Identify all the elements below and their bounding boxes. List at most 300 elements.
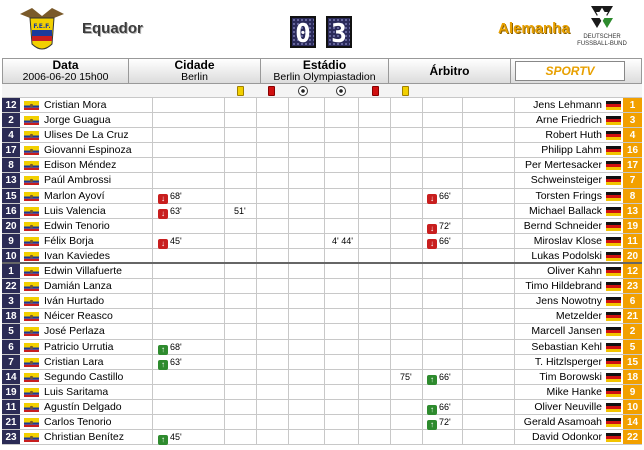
- lineup-table: [2, 84, 642, 445]
- column-divider: [422, 158, 423, 172]
- ecuador-flag-icon: [24, 176, 39, 185]
- column-divider: [224, 279, 225, 293]
- column-divider: [514, 113, 515, 127]
- away-player-name[interactable]: Michael Ballack: [529, 204, 602, 217]
- home-player-name[interactable]: Carlos Tenorio: [44, 415, 112, 428]
- home-player-name[interactable]: Cristian Lara: [44, 355, 104, 368]
- column-divider: [324, 219, 325, 233]
- column-divider: [422, 385, 423, 399]
- germany-flag-icon: [606, 207, 621, 216]
- away-team-name: Alemanha: [498, 20, 570, 37]
- column-divider: [256, 128, 257, 142]
- home-shirt-number: 11: [2, 400, 20, 414]
- home-player-name[interactable]: Segundo Castillo: [44, 370, 124, 383]
- column-divider: [152, 385, 153, 399]
- column-divider: [152, 143, 153, 157]
- column-divider: [462, 204, 463, 218]
- column-divider: [514, 370, 515, 384]
- home-player-name[interactable]: Damián Lanza: [44, 280, 112, 293]
- column-divider: [390, 204, 391, 218]
- table-row: [2, 158, 642, 173]
- ecuador-flag-icon: [24, 312, 39, 321]
- away-player-name[interactable]: Gerald Asamoah: [523, 415, 602, 428]
- germany-flag-icon: [606, 192, 621, 201]
- column-divider: [288, 249, 289, 262]
- away-player-name[interactable]: Per Mertesacker: [524, 159, 602, 172]
- column-divider: [256, 370, 257, 384]
- column-divider: [224, 415, 225, 429]
- substitution-event: [427, 219, 451, 234]
- ecuador-flag-icon: [24, 327, 39, 336]
- table-row: [2, 370, 642, 385]
- column-divider: [514, 400, 515, 414]
- column-divider: [224, 385, 225, 399]
- column-divider: [152, 234, 153, 248]
- column-divider: [224, 294, 225, 308]
- column-divider: [152, 279, 153, 293]
- column-divider: [514, 279, 515, 293]
- column-divider: [224, 158, 225, 172]
- column-divider: [514, 234, 515, 248]
- germany-flag-icon: [606, 116, 621, 125]
- ecuador-flag-icon: [24, 343, 39, 352]
- home-player-name[interactable]: Edison Méndez: [44, 159, 117, 172]
- table-row: [2, 173, 642, 188]
- column-divider: [462, 113, 463, 127]
- away-shirt-number: 1: [623, 98, 642, 112]
- column-divider: [358, 294, 359, 308]
- column-divider: [390, 128, 391, 142]
- column-divider: [358, 264, 359, 278]
- event-minute: 63': [170, 205, 182, 216]
- column-divider: [462, 128, 463, 142]
- column-divider: [514, 128, 515, 142]
- home-player-name[interactable]: José Perlaza: [44, 325, 105, 338]
- column-divider: [152, 309, 153, 323]
- column-divider: [324, 189, 325, 203]
- home-player-name[interactable]: Paúl Ambrossi: [44, 174, 112, 187]
- away-player-name[interactable]: David Odonkor: [531, 431, 602, 444]
- home-player-name[interactable]: Néicer Reasco: [44, 310, 113, 323]
- column-divider: [358, 279, 359, 293]
- column-divider: [324, 128, 325, 142]
- column-divider: [462, 173, 463, 187]
- column-divider: [324, 415, 325, 429]
- column-divider: [514, 324, 515, 338]
- column-divider: [390, 143, 391, 157]
- table-row: [2, 143, 642, 158]
- column-divider: [288, 415, 289, 429]
- table-row: [2, 294, 642, 309]
- away-player-name[interactable]: Robert Huth: [545, 129, 602, 142]
- table-row: [2, 340, 642, 355]
- column-divider: [422, 355, 423, 369]
- column-divider: [358, 355, 359, 369]
- column-divider: [514, 249, 515, 262]
- column-divider: [324, 355, 325, 369]
- column-divider: [288, 294, 289, 308]
- away-shirt-number: 17: [623, 158, 642, 172]
- city-value: Berlin: [181, 71, 208, 83]
- column-divider: [514, 98, 515, 112]
- ecuador-flag-icon: [24, 146, 39, 155]
- away-player-name[interactable]: Philipp Lahm: [541, 144, 602, 157]
- column-divider: [514, 355, 515, 369]
- column-divider: [152, 355, 153, 369]
- column-divider: [324, 324, 325, 338]
- sub-out-arrow-icon: ↓: [158, 239, 168, 249]
- column-divider: [256, 430, 257, 444]
- ecuador-flag-icon: [24, 282, 39, 291]
- away-shirt-number: 3: [623, 113, 642, 127]
- column-divider: [224, 189, 225, 203]
- column-divider: [514, 264, 515, 278]
- column-divider: [358, 204, 359, 218]
- table-row-divider: [2, 249, 642, 264]
- away-player-name[interactable]: Oliver Neuville: [534, 400, 602, 413]
- column-divider: [288, 370, 289, 384]
- city-label: Cidade: [174, 58, 215, 72]
- column-divider: [288, 219, 289, 233]
- event-minute: 72': [439, 220, 451, 231]
- column-divider: [288, 430, 289, 444]
- column-divider: [422, 249, 423, 262]
- away-shirt-number: 15: [623, 355, 642, 369]
- goal-minutes: 4' 44': [332, 235, 353, 246]
- column-divider: [514, 294, 515, 308]
- column-divider: [324, 294, 325, 308]
- sub-out-arrow-icon: ↓: [158, 194, 168, 204]
- germany-flag-icon: [606, 388, 621, 397]
- column-divider: [422, 189, 423, 203]
- yellow-card-icon: [402, 86, 409, 96]
- column-divider: [152, 219, 153, 233]
- column-divider: [152, 370, 153, 384]
- away-player-name[interactable]: Oliver Kahn: [547, 265, 602, 278]
- column-divider: [256, 355, 257, 369]
- away-shirt-number: 10: [623, 400, 642, 414]
- germany-flag-icon: [606, 237, 621, 246]
- column-divider: [390, 294, 391, 308]
- column-divider: [514, 158, 515, 172]
- away-player-name[interactable]: Sebastian Kehl: [531, 340, 602, 353]
- table-row: [2, 324, 642, 339]
- germany-flag-icon: [606, 176, 621, 185]
- away-shirt-number: 16: [623, 143, 642, 157]
- column-divider: [462, 98, 463, 112]
- column-divider: [256, 309, 257, 323]
- column-divider: [390, 234, 391, 248]
- away-player-name[interactable]: Miroslav Klose: [533, 234, 602, 247]
- germany-flag-icon: [606, 403, 621, 412]
- away-shirt-number: 23: [623, 279, 642, 293]
- column-divider: [324, 173, 325, 187]
- column-divider: [462, 324, 463, 338]
- ecuador-flag-icon: [24, 418, 39, 427]
- column-divider: [152, 264, 153, 278]
- column-divider: [288, 279, 289, 293]
- column-divider: [256, 400, 257, 414]
- sub-in-arrow-icon: ↑: [158, 435, 168, 445]
- column-divider: [462, 189, 463, 203]
- event-minute: 68': [170, 341, 182, 352]
- home-shirt-number: 22: [2, 279, 20, 293]
- column-divider: [514, 415, 515, 429]
- column-divider: [288, 98, 289, 112]
- column-divider: [288, 264, 289, 278]
- column-divider: [462, 143, 463, 157]
- column-divider: [224, 400, 225, 414]
- home-shirt-number: 19: [2, 385, 20, 399]
- column-divider: [256, 249, 257, 262]
- column-divider: [324, 370, 325, 384]
- sub-out-arrow-icon: ↓: [427, 239, 437, 249]
- column-divider: [462, 400, 463, 414]
- column-divider: [224, 324, 225, 338]
- column-divider: [514, 189, 515, 203]
- home-player-name[interactable]: Luis Valencia: [44, 204, 106, 217]
- away-player-name[interactable]: Mike Hanke: [546, 385, 602, 398]
- column-divider: [358, 113, 359, 127]
- column-divider: [256, 234, 257, 248]
- column-divider: [224, 370, 225, 384]
- away-player-name[interactable]: Metzelder: [555, 310, 602, 323]
- germany-dfb-logo: [572, 4, 632, 56]
- germany-flag-icon: [606, 131, 621, 140]
- ecuador-flag-icon: [24, 267, 39, 276]
- home-shirt-number: 2: [2, 113, 20, 127]
- column-divider: [422, 173, 423, 187]
- column-divider: [288, 173, 289, 187]
- home-shirt-number: 5: [2, 324, 20, 338]
- column-divider: [324, 98, 325, 112]
- column-divider: [152, 249, 153, 262]
- column-divider: [422, 143, 423, 157]
- column-divider: [152, 415, 153, 429]
- ecuador-flag-icon: [24, 161, 39, 170]
- stadium-cell: [261, 59, 389, 83]
- column-divider: [152, 128, 153, 142]
- column-divider: [288, 400, 289, 414]
- column-divider: [288, 355, 289, 369]
- column-divider: [462, 385, 463, 399]
- dfb-logo-text: DEUTSCHER FUSSBALL-BUND: [577, 34, 627, 47]
- away-shirt-number: 5: [623, 340, 642, 354]
- column-divider: [152, 158, 153, 172]
- column-divider: [390, 355, 391, 369]
- substitution-event: [427, 415, 451, 430]
- home-player-name[interactable]: Christian Benítez: [44, 431, 124, 444]
- column-divider: [256, 113, 257, 127]
- away-player-name[interactable]: Jens Nowotny: [536, 295, 602, 308]
- ecuador-flag-icon: [24, 297, 39, 306]
- germany-flag-icon: [606, 161, 621, 170]
- away-player-name[interactable]: Marcell Jansen: [531, 325, 602, 338]
- away-shirt-number: 13: [623, 204, 642, 218]
- event-minute: 45': [170, 432, 182, 443]
- ecuador-flag-icon: [24, 131, 39, 140]
- city-cell: [129, 59, 261, 83]
- column-divider: [256, 385, 257, 399]
- column-divider: [358, 219, 359, 233]
- column-divider: [390, 98, 391, 112]
- home-player-name[interactable]: Giovanni Espinoza: [44, 144, 132, 157]
- column-divider: [358, 143, 359, 157]
- home-shirt-number: 15: [2, 189, 20, 203]
- column-divider: [358, 370, 359, 384]
- column-divider: [324, 143, 325, 157]
- away-player-name[interactable]: Torsten Frings: [535, 189, 602, 202]
- home-player-name[interactable]: Jorge Guagua: [44, 114, 111, 127]
- away-shirt-number: 11: [623, 234, 642, 248]
- home-team-name: Equador: [82, 20, 143, 37]
- sub-in-arrow-icon: ↑: [427, 375, 437, 385]
- column-divider: [422, 294, 423, 308]
- home-shirt-number: 1: [2, 264, 20, 278]
- column-divider: [390, 249, 391, 262]
- ecuador-flag-icon: [24, 358, 39, 367]
- column-divider: [224, 204, 225, 218]
- away-player-name[interactable]: Lukas Podolski: [531, 249, 602, 262]
- column-divider: [288, 128, 289, 142]
- column-divider: [324, 113, 325, 127]
- ecuador-flag-icon: [24, 222, 39, 231]
- red-card-icon: [268, 86, 275, 96]
- table-row: [2, 234, 642, 249]
- column-divider: [390, 340, 391, 354]
- column-divider: [422, 400, 423, 414]
- table-row: [2, 204, 642, 219]
- column-divider: [256, 279, 257, 293]
- home-shirt-number: 6: [2, 340, 20, 354]
- ecuador-flag-icon: [24, 433, 39, 442]
- away-player-name[interactable]: Timo Hildebrand: [525, 280, 602, 293]
- event-minute: 66': [439, 190, 451, 201]
- away-shirt-number: 19: [623, 219, 642, 233]
- column-divider: [324, 279, 325, 293]
- away-player-name[interactable]: Bernd Schneider: [523, 219, 602, 232]
- column-divider: [288, 340, 289, 354]
- table-row: [2, 128, 642, 143]
- column-divider: [462, 294, 463, 308]
- table-row: [2, 98, 642, 113]
- germany-flag-icon: [606, 146, 621, 155]
- column-divider: [390, 113, 391, 127]
- away-score: 3: [326, 16, 352, 48]
- column-divider: [422, 128, 423, 142]
- germany-flag-icon: [606, 222, 621, 231]
- column-divider: [514, 173, 515, 187]
- away-player-name[interactable]: Schweinsteiger: [530, 174, 602, 187]
- column-divider: [422, 340, 423, 354]
- column-divider: [358, 158, 359, 172]
- column-divider: [390, 264, 391, 278]
- away-shirt-number: 22: [623, 430, 642, 444]
- ecuador-flag-icon: [24, 237, 39, 246]
- away-player-name[interactable]: T. Hitzlsperger: [534, 355, 602, 368]
- red-card-icon: [372, 86, 379, 96]
- stadium-label: Estádio: [302, 58, 347, 72]
- svg-text:F.E.F.: F.E.F.: [33, 23, 51, 30]
- stadium-value: Berlin Olympiastadion: [273, 71, 376, 83]
- home-shirt-number: 14: [2, 370, 20, 384]
- home-shirt-number: 3: [2, 294, 20, 308]
- table-row: [2, 264, 642, 279]
- home-shirt-number: 13: [2, 173, 20, 187]
- column-divider: [288, 234, 289, 248]
- yellow-card-minute: 51': [234, 205, 246, 216]
- away-player-name[interactable]: Jens Lehmann: [533, 99, 602, 111]
- away-player-name[interactable]: Tim Borowski: [539, 370, 602, 383]
- away-shirt-number: 18: [623, 370, 642, 384]
- column-divider: [390, 415, 391, 429]
- home-player-name[interactable]: Edwin Tenorio: [44, 219, 110, 232]
- away-player-name[interactable]: Arne Friedrich: [536, 114, 602, 127]
- yellow-card-icon: [237, 86, 244, 96]
- home-player-name[interactable]: Félix Borja: [44, 234, 94, 247]
- home-player-name[interactable]: Ulises De La Cruz: [44, 129, 129, 142]
- column-divider: [358, 400, 359, 414]
- home-player-name[interactable]: Edwin Villafuerte: [44, 265, 123, 278]
- home-shirt-number: 20: [2, 219, 20, 233]
- home-player-name[interactable]: Cristian Mora: [44, 99, 107, 111]
- column-divider: [390, 219, 391, 233]
- column-divider: [514, 204, 515, 218]
- table-row: [2, 430, 642, 445]
- column-divider: [152, 98, 153, 112]
- sub-out-arrow-icon: ↓: [427, 224, 437, 234]
- column-divider: [224, 430, 225, 444]
- event-minute: 66': [439, 371, 451, 382]
- column-divider: [462, 158, 463, 172]
- column-divider: [358, 340, 359, 354]
- away-shirt-number: 4: [623, 128, 642, 142]
- home-player-name[interactable]: Marlon Ayoví: [44, 189, 105, 202]
- column-divider: [462, 264, 463, 278]
- column-divider: [224, 143, 225, 157]
- sub-in-arrow-icon: ↑: [427, 420, 437, 430]
- away-shirt-number: 2: [623, 324, 642, 338]
- home-shirt-number: 7: [2, 355, 20, 369]
- column-divider: [324, 158, 325, 172]
- event-minute: 63': [170, 356, 182, 367]
- event-icon-header: [2, 84, 642, 98]
- column-divider: [224, 264, 225, 278]
- column-divider: [358, 98, 359, 112]
- column-divider: [224, 98, 225, 112]
- table-row: [2, 189, 642, 204]
- home-player-name[interactable]: Luis Saritama: [44, 385, 109, 398]
- home-shirt-number: 18: [2, 309, 20, 323]
- event-minute: 66': [439, 401, 451, 412]
- sportv-logo: [515, 61, 625, 81]
- home-player-name[interactable]: Iván Hurtado: [44, 295, 105, 308]
- date-value: 2006-06-20 15h00: [22, 71, 109, 83]
- away-shirt-number: 6: [623, 294, 642, 308]
- home-player-name[interactable]: Patricio Urrutia: [44, 340, 114, 353]
- home-player-name[interactable]: Agustín Delgado: [44, 400, 122, 413]
- column-divider: [224, 355, 225, 369]
- column-divider: [152, 173, 153, 187]
- germany-flag-icon: [606, 267, 621, 276]
- away-shirt-number: 20: [623, 249, 642, 262]
- column-divider: [288, 309, 289, 323]
- column-divider: [288, 204, 289, 218]
- column-divider: [462, 309, 463, 323]
- ecuador-flag-icon: [24, 403, 39, 412]
- match-info-bar: [2, 58, 642, 84]
- home-player-name[interactable]: Ivan Kaviedes: [44, 249, 110, 262]
